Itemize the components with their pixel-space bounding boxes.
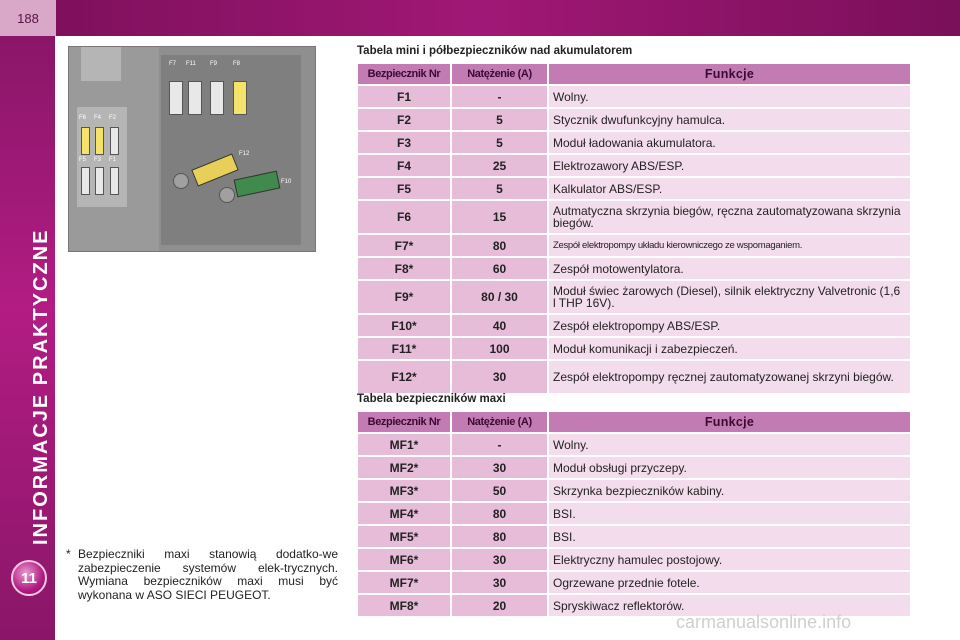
table-row	[358, 434, 910, 455]
fuse-number-cell: MF7*	[358, 572, 450, 593]
fuse-label-f3: F3	[94, 157, 102, 163]
top-banner	[0, 0, 960, 36]
fuse-label-f6: F6	[79, 115, 87, 121]
function-cell: Elektrozawory ABS/ESP.	[549, 155, 910, 176]
fuse-number-cell: F8*	[358, 258, 450, 279]
bolt-icon	[173, 173, 189, 189]
table-row	[358, 132, 910, 153]
amperage-cell: -	[452, 434, 547, 455]
fuse-f11	[188, 81, 202, 115]
table-row	[358, 178, 910, 199]
function-cell: Autmatyczna skrzynia biegów, ręczna zautomatyzowana skrzynia biegów.	[549, 201, 910, 233]
amperage-cell: 40	[452, 315, 547, 336]
fuse-f8	[233, 81, 247, 115]
fuse-label-f10: F10	[281, 179, 292, 185]
footnote	[66, 548, 338, 602]
function-cell: Skrzynka bezpieczników kabiny.	[549, 480, 910, 501]
fuse-number-cell: F7*	[358, 235, 450, 256]
footnote-star: *	[66, 547, 71, 561]
table-row	[358, 315, 910, 336]
amperage-cell: 5	[452, 109, 547, 130]
table-row	[358, 109, 910, 130]
fuse-label-f12: F12	[239, 151, 250, 157]
function-cell: Kalkulator ABS/ESP.	[549, 178, 910, 199]
amperage-cell: 5	[452, 178, 547, 199]
fuse-f7	[169, 81, 183, 115]
fuse-f6	[81, 127, 90, 155]
amperage-cell: 20	[452, 595, 547, 616]
function-cell: Moduł komunikacji i zabezpieczeń.	[549, 338, 910, 359]
fuse-number-cell: MF1*	[358, 434, 450, 455]
amperage-cell: -	[452, 86, 547, 107]
amperage-cell: 30	[452, 572, 547, 593]
fuse-f5	[81, 167, 90, 195]
fuse-number-cell: F10*	[358, 315, 450, 336]
fuse-number-cell: MF4*	[358, 503, 450, 524]
function-cell: Zespół elektropompy ABS/ESP.	[549, 315, 910, 336]
amperage-cell: 30	[452, 549, 547, 570]
fuse-f1	[110, 167, 119, 195]
maxi-fuses-table	[356, 410, 912, 618]
table1-title: Tabela mini i półbezpieczników nad akumulatorem	[357, 45, 633, 57]
fuse-label-f1: F1	[109, 157, 117, 163]
col-header-amp: Natężenie (A)	[452, 412, 547, 432]
amperage-cell: 100	[452, 338, 547, 359]
amperage-cell: 15	[452, 201, 547, 233]
amperage-cell: 30	[452, 361, 547, 393]
mini-fuses-table	[356, 62, 912, 395]
footnote-text: Bezpieczniki maxi stanowią dodatko-we zabezpieczenie systemów elek-trycznych. Wymiana bezpieczników maxi musi być wykonana w ASO SIECI PEUGEOT.	[78, 547, 338, 602]
fuse-label-f2: F2	[109, 115, 117, 121]
amperage-cell: 5	[452, 132, 547, 153]
table-row	[358, 258, 910, 279]
function-cell: Wolny.	[549, 434, 910, 455]
fuse-f9	[210, 81, 224, 115]
function-cell: Ogrzewane przednie fotele.	[549, 572, 910, 593]
page-number: 188	[0, 0, 56, 36]
watermark: carmanualsonline.info	[676, 612, 852, 632]
fuse-number-cell: F4	[358, 155, 450, 176]
function-cell: Zespół elektropompy ręcznej zautomatyzowanej skrzyni biegów.	[549, 361, 910, 393]
table-row	[358, 503, 910, 524]
amperage-cell: 30	[452, 457, 547, 478]
function-cell: Stycznik dwufunkcyjny hamulca.	[549, 109, 910, 130]
col-header-fn: Funkcje	[549, 412, 910, 432]
fuse-number-cell: MF6*	[358, 549, 450, 570]
function-cell: Zespół motowentylatora.	[549, 258, 910, 279]
fuse-number-cell: F1	[358, 86, 450, 107]
col-header-fn: Funkcje	[549, 64, 910, 84]
table-row	[358, 281, 910, 313]
amperage-cell: 50	[452, 480, 547, 501]
amperage-cell: 60	[452, 258, 547, 279]
fuse-number-cell: F5	[358, 178, 450, 199]
table-row	[358, 201, 910, 233]
function-cell: Wolny.	[549, 86, 910, 107]
function-cell: BSI.	[549, 526, 910, 547]
chapter-number-badge: 11	[11, 560, 47, 596]
amperage-cell: 80	[452, 235, 547, 256]
bolt-icon	[219, 187, 235, 203]
fuse-number-cell: F6	[358, 201, 450, 233]
col-header-amp: Natężenie (A)	[452, 64, 547, 84]
table-row	[358, 572, 910, 593]
fuse-f2	[110, 127, 119, 155]
fuse-number-cell: F11*	[358, 338, 450, 359]
function-cell: Moduł świec żarowych (Diesel), silnik elektryczny Valvetronic (1,6 l THP 16V).	[549, 281, 910, 313]
table-row	[358, 526, 910, 547]
col-header-nr: Bezpiecznik Nr	[358, 412, 450, 432]
function-cell: Moduł obsługi przyczepy.	[549, 457, 910, 478]
table2-title: Tabela bezpieczników maxi	[357, 393, 506, 405]
fuse-number-cell: F9*	[358, 281, 450, 313]
fuse-number-cell: MF8*	[358, 595, 450, 616]
fuse-number-cell: MF5*	[358, 526, 450, 547]
table-row	[358, 338, 910, 359]
table-row	[358, 86, 910, 107]
fuse-number-cell: F2	[358, 109, 450, 130]
fuse-label-f9: F9	[210, 61, 218, 67]
function-cell: Elektryczny hamulec postojowy.	[549, 549, 910, 570]
col-header-nr: Bezpiecznik Nr	[358, 64, 450, 84]
amperage-cell: 80 / 30	[452, 281, 547, 313]
table-row	[358, 155, 910, 176]
fuse-label-f8: F8	[233, 61, 241, 67]
fuse-number-cell: F3	[358, 132, 450, 153]
amperage-cell: 80	[452, 503, 547, 524]
fuse-number-cell: F12*	[358, 361, 450, 393]
fuse-box-illustration	[68, 46, 316, 252]
function-cell: Spryskiwacz reflektorów.	[549, 595, 910, 616]
fuse-label-f11: F11	[186, 61, 196, 67]
function-cell: Zespół elektropompy układu kierowniczego ze wspomaganiem.	[549, 235, 910, 256]
fuse-label-f7: F7	[169, 61, 177, 67]
function-cell: Moduł ładowania akumulatora.	[549, 132, 910, 153]
table-row	[358, 480, 910, 501]
fuse-number-cell: MF3*	[358, 480, 450, 501]
fuse-label-f4: F4	[94, 115, 102, 121]
chapter-title: INFORMACJE PRAKTYCZNE	[30, 228, 52, 545]
function-cell: BSI.	[549, 503, 910, 524]
table-row	[358, 549, 910, 570]
fuse-f3	[95, 167, 104, 195]
amperage-cell: 80	[452, 526, 547, 547]
fuse-f4	[95, 127, 104, 155]
table-row	[358, 235, 910, 256]
fuse-number-cell: MF2*	[358, 457, 450, 478]
table-row	[358, 457, 910, 478]
table-row	[358, 361, 910, 393]
fuse-label-f5: F5	[79, 157, 87, 163]
amperage-cell: 25	[452, 155, 547, 176]
